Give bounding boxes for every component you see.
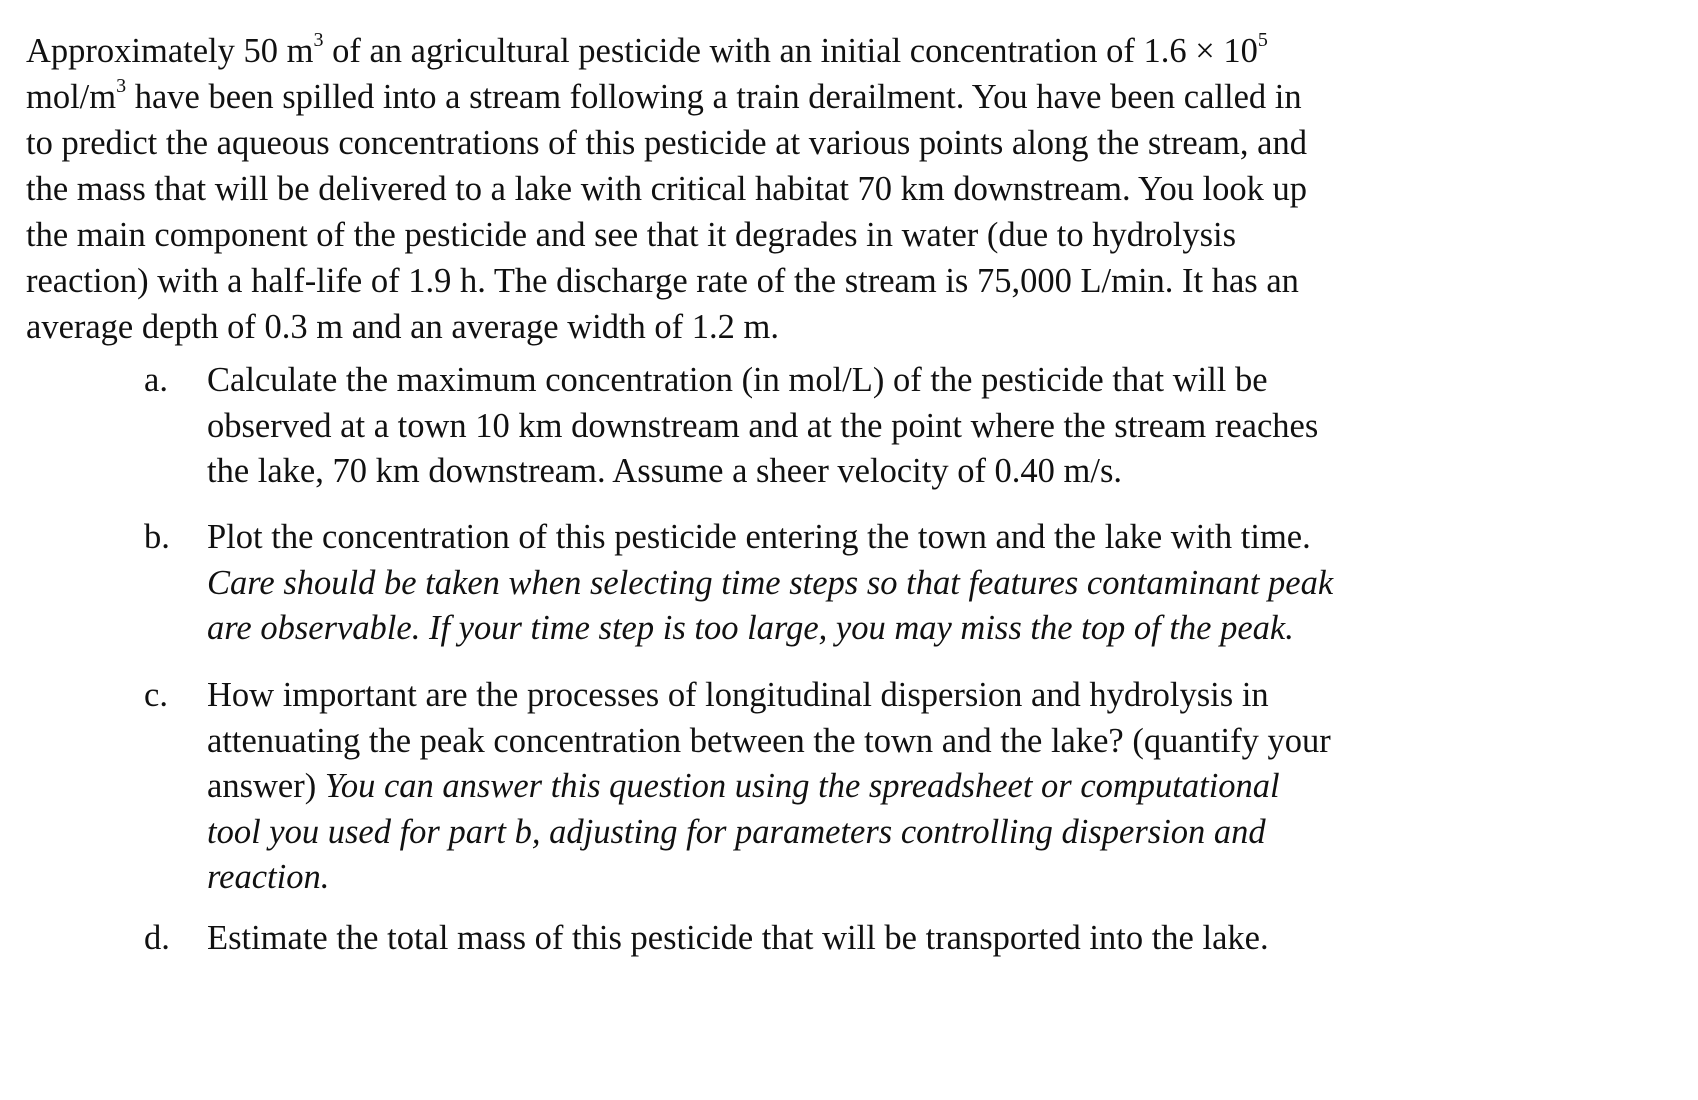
part-c-line-3: answer) You can answer this question using the spreadsheet or computational xyxy=(207,767,1280,805)
part-b-line-3: are observable. If your time step is too large, you may miss the top of the peak. xyxy=(207,609,1294,647)
intro-line-3: to predict the aqueous concentrations of this pesticide at various points along the stream, and xyxy=(26,124,1307,162)
part-c-line-5: reaction. xyxy=(207,858,330,896)
part-a-line-1: Calculate the maximum concentration (in mol/L) of the pesticide that will be xyxy=(207,361,1268,399)
intro-line-7: average depth of 0.3 m and an average width of 1.2 m. xyxy=(26,308,779,346)
part-a-line-3: the lake, 70 km downstream. Assume a sheer velocity of 0.40 m/s. xyxy=(207,452,1123,490)
part-c-line-4: tool you used for part b, adjusting for parameters controlling dispersion and xyxy=(207,812,1266,851)
intro-line-2: mol/$m^3$ have been spilled into a stream following a train derailment. You have been called in xyxy=(26,74,1302,116)
part-d-line-1: Estimate the total mass of this pesticide that will be transported into the lake. xyxy=(207,919,1269,957)
intro-line-6: reaction) with a half-life of 1.9 h. The discharge rate of the stream is 75,000 L/min. It has an xyxy=(26,262,1299,300)
intro-line-5: the main component of the pesticide and see that it degrades in water (due to hydrolysis xyxy=(26,216,1237,254)
problem-statement xyxy=(26,28,1676,350)
part-letter: c. xyxy=(144,676,168,714)
part-a-line-2: observed at a town 10 km downstream and at the point where the stream reaches xyxy=(207,406,1319,445)
document-page xyxy=(26,28,1676,957)
part-body xyxy=(207,673,1331,901)
part-letter: a. xyxy=(144,361,168,399)
intro-line-1: Approximately 50 $m^3$ of an agricultural pesticide with an initial concentration of $1.6 \times 10^5$ xyxy=(26,28,1268,70)
part-b-line-1: Plot the concentration of this pesticide entering the town and the lake with time. xyxy=(207,518,1311,556)
intro-line-4: the mass that will be delivered to a lake with critical habitat 70 km downstream. You look up xyxy=(26,170,1308,208)
part-b-line-2: Care should be taken when selecting time steps so that features contaminant peak xyxy=(207,563,1334,602)
part-letter: d. xyxy=(144,919,170,957)
part-c-line-2: attenuating the peak concentration between the town and the lake? (quantify your xyxy=(207,721,1331,760)
part-body xyxy=(207,916,1269,962)
part-body xyxy=(207,358,1318,495)
part-body xyxy=(207,515,1333,652)
part-letter: b. xyxy=(144,518,170,556)
part-c-line-1: How important are the processes of longitudinal dispersion and hydrolysis in xyxy=(207,676,1269,714)
